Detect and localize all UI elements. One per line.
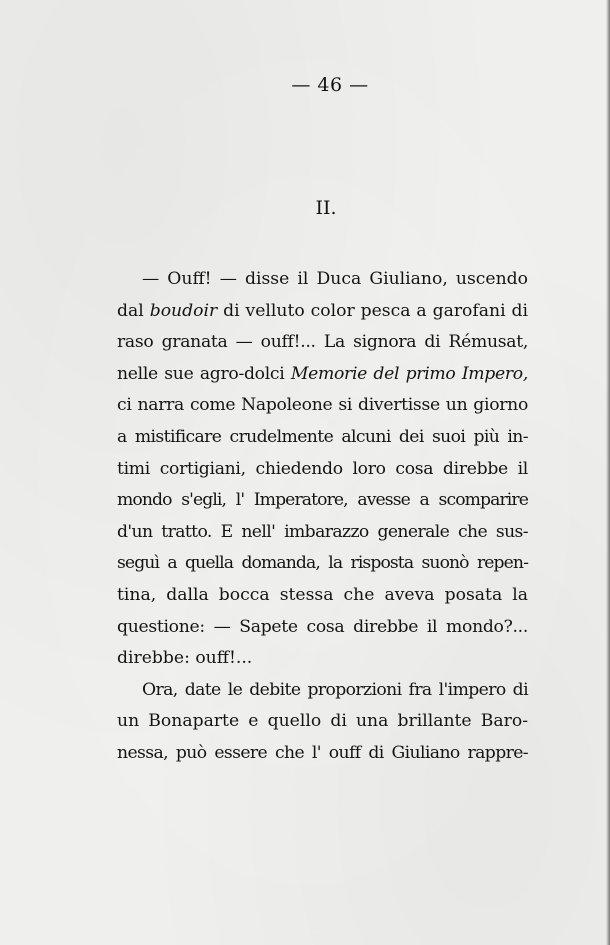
text-line-2-end: di velluto color pesca a garofani di — [217, 300, 528, 321]
text-line-6: a mistificare crudelmente alcuni dei suoi più in- — [117, 426, 528, 447]
text-line-2 — [117, 296, 528, 328]
text-line-8: mondo s'egli, l' Imperatore, avesse a scomparire — [117, 490, 528, 511]
text-line-4 — [117, 359, 528, 391]
text-line-7: timi cortigiani, chiedendo loro cosa direbbe il — [117, 458, 528, 479]
italic-boudoir: boudoir — [149, 300, 218, 321]
text-line-12: questione: — Sapete cosa direbbe il mondo?... — [117, 616, 528, 637]
text-line-10: seguì a quella domanda, la risposta suonò repen- — [117, 553, 528, 574]
text-line-15: un Bonaparte e quello di una brillante Baro- — [117, 711, 528, 732]
text-line-13: direbbe: ouff!... — [117, 648, 253, 669]
page-number: — 46 — — [291, 74, 369, 96]
text-line-3: raso granata — ouff!... La signora di Rémusat, — [117, 332, 528, 353]
text-line-9: d'un tratto. E nell' imbarazzo generale che sus- — [117, 521, 528, 542]
body-text — [117, 264, 528, 770]
text-line-5: ci narra come Napoleone si divertisse un giorno — [117, 395, 528, 416]
text-line-14: Ora, date le debite proporzioni fra l'impero di — [142, 679, 528, 700]
italic-memorie-title: Memorie del primo Impero, — [290, 363, 529, 384]
text-line-11: tina, dalla bocca stessa che aveva posata la — [117, 584, 528, 605]
text-line-16: nessa, può essere che l' ouff di Giuliano rappre- — [117, 742, 528, 763]
text-line-4-start: nelle sue agro-dolci — [117, 363, 291, 384]
text-line-2-start: dal — [117, 300, 150, 321]
page-edge-shadow — [606, 0, 610, 945]
chapter-heading: II. — [315, 197, 337, 219]
text-line-1: — Ouff! — disse il Duca Giuliano, uscendo — [142, 269, 528, 289]
